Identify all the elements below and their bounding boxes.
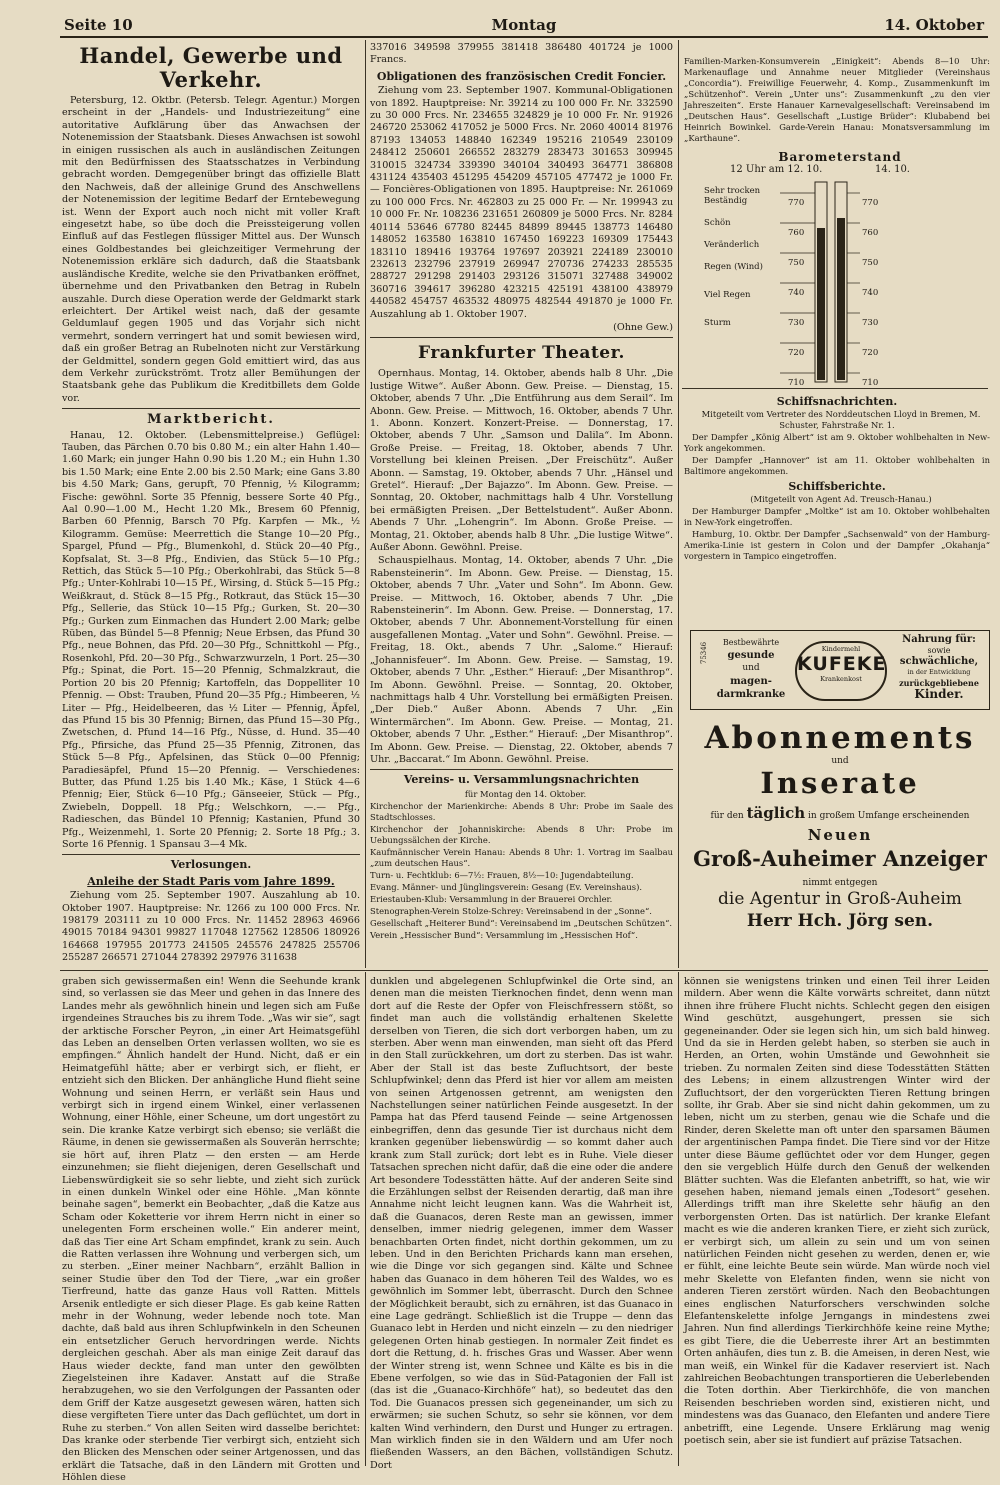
club-notice: Turn- u. Fechtklub: 6—7½: Frauen, 8½—10: Jugendabteilung. xyxy=(370,869,634,880)
section-title-clubs: Vereins- u. Versammlungsnachrichten xyxy=(403,773,640,787)
column-commerce xyxy=(62,42,360,967)
ad-left-text: Bestbewährte gesunde und magen- darmkranke xyxy=(716,638,786,700)
barometer-label: Viel Regen xyxy=(704,290,751,300)
club-notice: Gesellschaft „Heiterer Bund“: Vereinsabend im „Deutschen Schützen“. xyxy=(370,917,673,928)
barometer-label: Regen (Wind) xyxy=(704,262,763,272)
scale-tick: 770 xyxy=(862,198,879,208)
section-title-lotteries: Verlosungen. xyxy=(170,858,252,872)
barometer-date-2: 14. 10. xyxy=(875,164,910,175)
column-rule xyxy=(678,40,679,968)
scale-tick: 760 xyxy=(788,228,805,238)
issue-date: 14. Oktober xyxy=(884,16,984,34)
shipping-source: Mitgeteilt vom Vertreter des Norddeutschen Lloyd in Bremen, M. Schuster, Fahrstraße Nr. 1. xyxy=(701,409,981,430)
scale-tick: 750 xyxy=(862,258,879,268)
barometer-scale-right xyxy=(862,188,878,398)
obligations-results: Ziehung vom 23. September 1907. Kommunal-Obligationen von 1892. Hauptpreise: Nr. 39214 zu 100 000 Fr. Nr. 332590 zu 30 000 Frcs. Nr. 234655 324829 je 10 000 Fr. Nr. 91926 246720 253062 417052 je 5000 Frcs. Nr. 2060 40014 81976 87193 134053 148840 162349 195216 210549 230109 248412 250601 266552 283279 283473 301653 309945 310015 324734 339390 340104 340493 364771 386808 431124 435403 451295 454209 457105 477472 je 1000 Fr. — Foncières-Obligationen von 1895. Hauptpreise: Nr. 261069 zu 100 000 Frcs. Nr. 462803 zu 25 000 Fr. — Nr. 199943 zu 10 000 Fr. Nr. 108236 231651 260809 je 5000 Frcs. Nr. 8284 40114 53646 67780 82445 84899 89445 138773 146480 148052 163580 163810 167450 169223 169309 175443 183110 189416 193764 197697 203921 224189 230010 232613 232796 237919 269947 270736 274233 285535 288727 291298 291403 293126 315071 327488 349002 360716 394617 396280 423215 425191 438100 438979 440582 454757 463532 480975 482544 491870 je 1000 Fr. Auszahlung ab 1. Oktober 1907. xyxy=(370,85,673,320)
barometer-label: Sehr trocken Beständig xyxy=(704,186,761,206)
scale-tick: 730 xyxy=(788,318,805,328)
ship-reports-source: (Mitgeteilt von Agent Ad. Treusch-Hanau.) xyxy=(750,494,932,504)
section-title-shipping: Schiffsnachrichten. xyxy=(776,395,898,408)
section-title-obligations: Obligationen des französischen Credit Foncier. xyxy=(376,69,667,83)
shipping-item: Der Dampfer „Hannover“ ist am 11. Oktober wohlbehalten in Baltimore angekommen. xyxy=(684,455,990,476)
scale-tick: 720 xyxy=(862,348,879,358)
feuilleton-column-3 xyxy=(684,976,990,1466)
shipping-news xyxy=(684,392,990,624)
barometer-chart xyxy=(690,150,990,388)
club-notice: Eriestauben-Klub: Versammlung in der Brauerei Orchler. xyxy=(370,893,613,904)
column-rule xyxy=(678,972,679,1466)
kufeke-advertisement xyxy=(690,630,990,710)
scale-tick: 730 xyxy=(862,318,879,328)
ad-code: 75346 xyxy=(700,641,709,665)
shipping-item: Der Dampfer „König Albert“ ist am 9. Oktober wohlbehalten in New-York angekommen. xyxy=(684,432,990,453)
section-title-commerce: Handel, Gewerbe und Verkehr. xyxy=(79,43,343,92)
section-title-theater: Frankfurter Theater. xyxy=(418,343,625,364)
barometer-label: Veränderlich xyxy=(704,240,760,250)
club-notices-continued: Familien-Marken-Konsumverein „Einigkeit“: Abends 8—10 Uhr: Markenauflage und Annahme neuer Mitglieder (Vereinshaus „Concordia“). Freiwillige Feuerwehr, 4. Komp., Zusammenkunft im „Schützenhof“. Verein „Unter uns“: Zusammenkunft „zu den vier Jahreszeiten“. Erste Hanauer Karnevalgesellschaft: Vereinsabend im „Deutschen Haus“. Gesellschaft „Lustige Brüder“: Klubabend bei Heinrich Bowinkel. Garde-Verein Hanau: Monatsversammlung im „Karthaune“. xyxy=(684,56,990,143)
playhouse-schedule: Schauspielhaus. Montag, 14. Oktober, abends 7 Uhr. „Die Rabensteinerin“. Im Abonn. Gew. Preise. — Dienstag, 15. Oktober, abends 7 Uhr. „Vater und Sohn“. Im Abonn. Gew. Preise. — Mittwoch, 16. Oktober, abends 7 Uhr. „Die Rabensteinerin“. Im Abonn. Gew. Preise. — Donnerstag, 17. Oktober, abends 7 Uhr. Abonnement-Vorstellung für einen ausgefallenen Montag. „Vater und Sohn“. Gewöhnl. Preise. — Freitag, 18. Okt., abends 7 Uhr. „Salome.“ Hierauf: „Johannisfeuer“. Im Abonn. Gew. Preise. — Samstag, 19. Oktober, abends 7 Uhr. „Esther.“ Hierauf: „Der Misanthrop“. Im Abonn. Gewöhnl. Preise. — Sonntag, 20. Oktober, nachmittags halb 4 Uhr. Vorstellung bei ermäßigten Preisen. „Der Dieb.“ Außer Abonn. Abends 7 Uhr. „Ein Wintermärchen“. Im Abonn. Gew. Preise. — Montag, 21. Oktober, abends 7 Uhr. „Esther.“ Hierauf: „Der Misanthrop“. Im Abonn. Gew. Preise. — Dienstag, 22. Oktober, abends 7 Uhr. „Baccarat.“ Im Abonn. Gewöhnl. Preise. xyxy=(370,555,673,765)
lottery-results: Ziehung vom 25. September 1907. Auszahlung ab 10. Oktober 1907. Hauptpreise: Nr. 1266 zu 100 000 Frcs. Nr. 198179 203111 zu 10 000 Frcs. Nr. 11452 28963 46966 49015 70184 94301 99827 117048 127562 128506 180926 164668 197955 201773 241505 245576 247825 255706 255287 266571 271044 278392 297976 311638 xyxy=(62,890,360,964)
ship-report-item: Der Hamburger Dampfer „Moltke“ ist am 10. Oktober wohlbehalten in New-York eingetroffen. xyxy=(684,506,990,527)
scale-tick: 720 xyxy=(788,348,805,358)
weekday: Montag xyxy=(491,16,557,34)
club-notice: Evang. Männer- und Jünglingsverein: Gesang (Ev. Vereinshaus). xyxy=(370,881,643,892)
scale-tick: 710 xyxy=(788,378,805,388)
ad-headline: Abonnements xyxy=(704,720,976,756)
opera-schedule: Opernhaus. Montag, 14. Oktober, abends halb 8 Uhr. „Die lustige Witwe“. Außer Abonn. Gew. Preise. — Dienstag, 15. Oktober, abends 7 Uhr. „Die Entführung aus dem Serail“. Im Abonn. Gew. Preise. — Mittwoch, 16. Oktober, abends 7 Uhr. 1. Abonn. Konzert. Konzert-Preise. — Donnerstag, 17. Oktober, abends 7 Uhr. „Samson und Dalila“. Im Abonn. Große Preise. — Freitag, 18. Oktober, abends 7 Uhr. Vorstellung bei kleinen Preisen. „Der Freischütz“. Außer Abonn. — Samstag, 19. Oktober, abends 7 Uhr. „Hänsel und Gretel“. Hierauf: „Der Bajazzo“. Im Abonn. Gew. Preise. — Sonntag, 20. Oktober, nachmittags halb 4 Uhr. Vorstellung bei ermäßigten Preisen. „Der Bettelstudent“. Außer Abonn. Abends 7 Uhr. „Lohengrin“. Im Abonn. Große Preise. — Montag, 21. Oktober, abends halb 8 Uhr. „Die lustige Witwe“. Außer Abonn. Gewöhnl. Preise. xyxy=(370,368,673,554)
scale-tick: 740 xyxy=(862,288,879,298)
abonnement-advertisement: Abonnements und Inserate für den täglich in großem Umfange erscheinenden Neuen Groß-Auheimer Anzeiger nimmt entgegen die Agentur in Groß-Auheim Herr Hch. Jörg sen. xyxy=(690,720,990,960)
column-notices xyxy=(684,56,990,144)
market-report: Hanau, 12. Oktober. (Lebensmittelpreise.) Geflügel: Tauben, das Pärchen 0.70 bis 0.80 M.; ein alter Hahn 1.40—1.60 Mark; ein junger Hahn 0.90 bis 1.20 M.; ein Huhn 1.30 bis 1.50 Mark; eine Ente 2.00 bis 2.50 Mark; eine Gans 3.80 bis 4.50 Mark; Gans, gerupft, 70 Pfennig, ½ Kilogramm; Fische: gewöhnl. Sorte 35 Pfennig, bessere Sorte 40 Pfg., Aal 0.90—1.00 M., Hecht 1.20 Mk., Bresem 60 Pfennig, Barben 60 Pfennig, Barsch 70 Pfg. Karpfen — Mk., ½ Kilogramm. Gemüse: Meerrettich die Stange 10—20 Pfg., Spargel, Pfund — Pfg., Blumenkohl, d. Stück 20—40 Pfg., Kopfsalat, St. 3—8 Pfg., Endivien, das Stück 5—10 Pfg.; Rettich, das Stück 5—10 Pfg.; Oberkohlrabi, das Stück 5—8 Pfg.; Unter-Kohlrabi 10—15 Pf., Wirsing, d. Stück 5—15 Pfg.; Weißkraut, d. Stück 8—15 Pfg., Rotkraut, das Stück 15—30 Pfg., Sellerie, das Stück 10—15 Pfg.; Gurken, St. 20—30 Pfg.; Gurken zum Einmachen das Hundert 2.00 Mark; gelbe Rüben, das Bündel 5—8 Pfennig; Neue Erbsen, das Pfund 30 Pfg., neue Bohnen, das Pfd. 20—30 Pfg., Schnittkohl — Pfg., Rosenkohl, Pfd. 20—30 Pfg., Schwarzwurzeln, 1 Port. 25—30 Pfg.; Spinat, die Port. 15—20 Pfennig, Schmalzkraut, die Portion 20 bis 20 Pfennig; Kartoffeln, das Doppelliter 10 Pfennig. — Obst: Trauben, Pfund 20—35 Pfg.; Himbeeren, ½ Liter — Pfg., Heidelbeeren, das ½ Liter — Pfennig, Äpfel, das Pfund 15 bis 30 Pfennig; Birnen, das Pfund 15—30 Pfg., Zwetschen, d. Pfund 14—16 Pfg., Nüsse, d. Hund. 35—40 Pfg., Pfirsiche, das Pfund 25—35 Pfennig, Zitronen, das Stück 5—8 Pfg., Apfelsinen, das Stück 0—00 Pfennig; Paradiesäpfel, Pfund 15—20 Pfennig. — Verschiedenes: Butter, das Pfund 1.25 bis 1.40 Mk.; Käse, 1 Stück 4—6 Pfennig; Eier, Stück 6—10 Pfg.; Gänseeier, Stück — Pfg., Zwiebeln, Doppell. 18 Pfg.; Welschkorn, —.— Pfg., Radieschen, das Bündel 10 Pfennig; Kastanien, Pfund 30 Pfg., Weizenmehl, 1. Sorte 20 Pfennig; 2. Sorte 18 Pfg.; 3. Sorte 16 Pfennig. 1 Spansau 3—4 Mk. xyxy=(62,429,360,850)
ad-subheadline: Inserate xyxy=(760,766,920,800)
club-notices xyxy=(370,801,673,941)
feuilleton-column-2 xyxy=(370,976,673,1471)
barometer-label: Sturm xyxy=(704,318,731,328)
newspaper-name: Groß-Auheimer Anzeiger xyxy=(693,846,987,871)
barometer-labels xyxy=(704,186,784,340)
scale-tick: 760 xyxy=(862,228,879,238)
scale-tick: 710 xyxy=(862,378,879,388)
feuilleton-text: dunklen und abgelegenen Schlupfwinkel die Orte sind, an denen man die meisten Tierknochen findet, denn wenn man dort auf die Reste der Opfer von Fleischfressern stößt, so findet man auch die vollständig erhaltenen Skelette derselben von Tieren, die sich dort verborgen haben, um zu sterben. Aber wenn man einwenden, man sieht oft das Pferd in den Stall zurückkehren, um dort zu sterben. Das ist wahr. Aber der Stall ist das beste Zufluchtsort, der beste Schlupfwinkel; denn das Pferd ist hier vor allem am meisten von seinen Artgenossen getrennt, am wenigsten den Nachstellungen seiner natürlichen Feinde ausgesetzt. In der Pampa hat das Pferd tausend Feinde — seine Artgenossen einbegriffen, denn das gesunde Tier ist durchaus nicht dem kranken gegenüber liebenswürdig — so kommt daher auch krank zum Stall zurück; dort lebt es in Ruhe. Viele dieser Tatsachen sprechen nicht dafür, daß die eine oder die andere Art besondere Todesstätten hätte. Auf der anderen Seite sind die Erzählungen selbst der Reisenden derartig, daß man ihre Annahme nicht leicht leugnen kann. Was die Wahrheit ist, daß die Guanacos, deren Reste man an gewissen, immer denselben, immer niedrig gelegenen, immer dem Wasser benachbarten Orten findet, nicht dorthin gekommen, um zu leben. Und in den Berichten Prichards kann man ersehen, wie die Dinge vor sich gegangen sind. Kälte und Schnee haben das Guanaco in dem höheren Teil des Waldes, wo es gewöhnlich im Sommer lebt, überrascht. Durch den Schnee der Möglichkeit beraubt, sich zu ernähren, ist das Guanaco in eine Lage gedrängt. Schließlich ist die Truppe — denn das Guanaco lebt in Herden und nicht einzeln — zu den niedriger gelegenen Orten hinab gestiegen. In normaler Zeit findet es dort die Rettung, d. h. frisches Gras und Wasser. Aber wenn der Winter streng ist, wenn Schnee und Kälte es bis in die Ebene verfolgen, so wie das in Süd-Patagonien der Fall ist (das ist die „Guanaco-Kirchhöfe“ hat), so bedeutet das den Tod. Die Guanacos pressen sich gegeneinander, um sich zu erwärmen; sie suchen Schutz, so sehr sie können, vor dem kalten Wind verhindern, den Durst und Hunger zu ertragen. Man wirklich finden sie in den Wäldern und am Ufer noch fließenden Wassers, an den Bächen, vollständigen Schutz. Dort xyxy=(370,976,673,1471)
kufeke-logo: Kindermehl KUFEKE Krankenkost xyxy=(795,641,887,701)
barometer-date-1: 12 Uhr am 12. 10. xyxy=(730,164,823,175)
club-notice: Kaufmännischer Verein Hanau: Abends 8 Uhr: 1. Vortrag im Saalbau „zum deutschen Haus“. xyxy=(370,846,673,868)
ad-right-text: Nahrung für: sowie schwächliche, in der Entwicklung zurückgebliebene Kinder. xyxy=(899,634,979,701)
club-notice: Kirchenchor der Johanniskirche: Abends 8 Uhr: Probe im Uebungssälchen der Kirche. xyxy=(370,823,673,845)
page-header xyxy=(60,14,988,38)
clubs-subtitle: für Montag den 14. Oktober. xyxy=(464,788,587,799)
barometer-scale-left xyxy=(788,188,804,398)
obligations-note: (Ohne Gew.) xyxy=(613,321,673,333)
ship-report-item: Hamburg, 10. Oktbr. Der Dampfer „Sachsenwald“ von der Hamburg-Amerika-Linie ist gestern in Colon und der Dampfer „Okahanja“ vorgestern in Tampico eingetroffen. xyxy=(684,529,990,561)
feuilleton-column-1 xyxy=(62,976,360,1484)
lottery-continued: 337016 349598 379955 381418 386480 401724 je 1000 Francs. xyxy=(370,42,673,66)
lottery-subtitle: Anleihe der Stadt Paris vom Jahre 1899. xyxy=(87,874,335,888)
page-number: Seite 10 xyxy=(64,16,133,34)
section-title-market: Marktbericht. xyxy=(147,412,275,428)
scale-tick: 770 xyxy=(788,198,805,208)
feuilleton-text: graben sich gewissermaßen ein! Wenn die Seehunde krank sind, so verlassen sie das Meer und gehen in das Innere des Landes mehr als gewöhnlich hinein und legen sich am Fuße irgendeines Strauches bis zu ihrem Tode. „Was wir sie“, sagt der arktische Forscher Peyron, „in einer Art Heimatsgefühl das Leben an denselben Orten verlassen wollten, wo sie es empfingen.“ Ähnlich handelt der Hund. Nicht, daß er ein Heimatgefühl hätte; aber er verbirgt sich, er flieht, er entzieht sich den Blicken. Der anhängliche Hund flieht seine Wohnung und seinen Herrn, er verläßt sein Haus und verbirgt sich in irgend einem Winkel, einer verlassenen Wohnung, einer Höhle, einer Scheune, um dort ungestört zu sein. Die kranke Katze verbirgt sich ebenso; sie verläßt die Räume, in denen sie gewissermaßen als Souverän herrschte; sie hört auf, ihren Platz — den ersten — am Herde einzunehmen; sie flieht diejenigen, deren Gesellschaft und Liebenswürdigkeit sie so sehr liebte, und zieht sich zurück in einen dunkeln Winkel oder eine Höhle. „Man könnte beinahe sagen“, bemerkt ein Beobachter, „daß die Katze aus Scham oder Koketterie vor ihrem Herrn nicht in einer so unelegenten Form erscheinen wolle.“ Ein anderer meint, daß das Tier eine Art Scham empfindet, krank zu sein. Auch die Ratten verlassen ihre Wohnung und verbergen sich, um zu sterben. „Einer meiner Nachbarn“, erzählt Ballion in seiner Studie über den Tod der Tiere, „war ein großer Tierfreund, hatte das ganze Haus voll Ratten. Mittels Arsenik entledigte er sich dieser Plage. Es gab keine Ratten mehr in der Wohnung, weder lebende noch tote. Man dachte, daß bald aus ihren Schlupfwinkeln in den Scheunen ein entsetzlicher Geruch hervordringen werde. Nichts dergleichen geschah. Aber als man einige Zeit darauf das Haus wieder deckte, fand man unter den gewölbten Ziegelsteinen ihre Kadaver. Anstatt auf die Straße herabzugehen, wo sie den Verfolgungen der Passanten oder dem Griff der Katze ausgesetzt gewesen wären, hatten sich diese vergifteten Tiere unter das Dach geflüchtet, um dort in Ruhe zu sterben.“ Von allen Seiten wird dasselbe berichtet: Das kranke oder sterbende Tier verbirgt sich, entzieht sich den Blicken des Menschen oder seiner Artgenossen, und das erklärt die Tatsache, daß in den Ländern mit Grotten und Höhlen diese xyxy=(62,976,360,1484)
column-finance-theater xyxy=(370,42,673,967)
barometer-title: Barometerstand xyxy=(778,150,902,164)
club-notice: Verein „Hessischer Bund“: Versammlung im „Hessischen Hof“. xyxy=(370,929,638,940)
scale-tick: 740 xyxy=(788,288,805,298)
column-rule xyxy=(365,40,366,968)
section-rule xyxy=(60,970,988,971)
feuilleton-text: können sie wenigstens trinken und einen Teil ihrer Leiden mildern. Aber wenn die Kälte vorwärts schreitet, dann nützt ihnen ihre frühere Flucht nichts. Schlecht gegen den eisigen Wind geschützt, ausgehungert, pressen sie sich gegeneinander. Oder sie legen sich hin, um sich bald hinweg. Und da sie in Herden gelebt haben, so sterben sie auch in Herden, an Orten, wohin Umstände und Gewohnheit sie trieben. Zu normalen Zeiten sind diese Todesstätten Stätten des Lebens; in einem allzustrengen Winter wird der Zufluchtsort, der den vorgerückten Tieren Rettung bringen sollte, ihr Grab. Aber sie sind nicht dahin gekommen, um zu leben, nicht um zu sterben, genau wie die Schafe und die Rinder, deren Skelette man oft unter den sparsamen Bäumen der argentinischen Pampa findet. Die Tiere sind vor der Hitze unter diese Bäume geflüchtet oder vor dem Hunger, gegen den sie vergeblich Hülfe durch den Genuß der welkenden Blätter suchten. Was die Elefanten anbetrifft, so hat, wie wir gesehen haben, niemand jemals einen „Todesort“ gesehen. Allerdings trifft man ihre Skelette sehr häufig an den verborgensten Orten. Das ist natürlich. Der kranke Elefant macht es wie die anderen kranken Tiere, er zieht sich zurück, er verbirgt sich, um allein zu sein und um von seinen natürlichen Feinden nicht gesehen zu werden, denen er, wie er fühlt, eine leichte Beute sein würde. Man würde noch viel mehr Skelette von Elefanten finden, wenn sie nicht von anderen Tieren zerstört würden. Nach den Beobachtungen eines englischen Naturforschers verschwinden solche Elefantenskelette infolge Jerngangs in mindestens zwei Jahren. Nun find allerdings Tierkirchhöfe keine reine Mythe; es gibt Tiere, die die Ueberreste ihrer Art an bestimmten Orten anhäufen, dies tun z. B. die Ameisen, in deren Nest, wie man weiß, ein Winkel für die Kadaver reserviert ist. Nach zahlreichen Beobachtungen transportieren die Ueberlebenden die Toten dorthin. Aber Tierkirchhöfe, die von manchen Reisenden beschrieben worden sind, existieren nicht, und mindestens was das Guanaco, den Elefanten und andere Tiere anbetrifft, eine Legende. Unsere Erklärung mag wenig poetisch sein, aber sie ist fundiert auf präzise Tatsachen. xyxy=(684,976,990,1447)
club-notice: Stenographen-Verein Stolze-Schrey: Vereinsabend in der „Sonne“. xyxy=(370,905,652,916)
club-notice: Kirchenchor der Marienkirche: Abends 8 Uhr: Probe im Saale des Stadtschlosses. xyxy=(370,800,673,822)
barometer-label: Schön xyxy=(704,218,731,228)
agent-name: Herr Hch. Jörg sen. xyxy=(746,911,934,931)
scale-tick: 750 xyxy=(788,258,805,268)
section-title-ship-reports: Schiffsberichte. xyxy=(788,480,886,493)
column-rule xyxy=(365,972,366,1466)
article-petersburg: Petersburg, 12. Oktbr. (Petersb. Telegr. Agentur.) Morgen erscheint in der „Handels- und Industriezeitung“ eine autoritative Aufklärung über das Anwachsen der Notenemission der Staatsbank. Dieses Anwachsen ist sowohl in einigen russischen als auch in ausländischen Zeitungen mit den Bedürfnissen des Staatsschatzes in Verbindung gebracht worden. Demgegenüber bringt das offizielle Blatt den Nachweis, daß der alleinige Grund des Anschwellens der Notenemission der legitime Bedarf der Erntebewegung ist. Wenn der Export auch noch nicht mit voller Kraft eingesetzt habe, so übe doch die Preissteigerung vollen Einfluß auf das Festlegen flüssiger Mittel aus. Der Wunsch eines Goldbestandes bei gleichzeitiger Vermehrung der Notenemission erkläre sich dadurch, daß die Staatsbank ausländische Kredite, welche sie den Privatbanken eröffnet, übernehme und den Privatbanken den Betrag in Rubeln auszahle. Durch diese Operation werde der Geldmarkt stark erleichtert. Der Artikel weist nach, daß der gesamte Geldumlauf gegen 1905 und das Vorjahr sich nicht vermehrt, sondern verringert hat und somit bewiesen wird, daß ein großer Betrag an Rubelnoten nicht zur Verstärkung der Geldmittel, sondern gegen Gold emittiert wird, das aus dem Verkehr zurückströmt. Trotz aller Bemühungen der Staatsbank gehe das Publikum die Kreditbillets dem Golde vor. xyxy=(62,95,360,404)
